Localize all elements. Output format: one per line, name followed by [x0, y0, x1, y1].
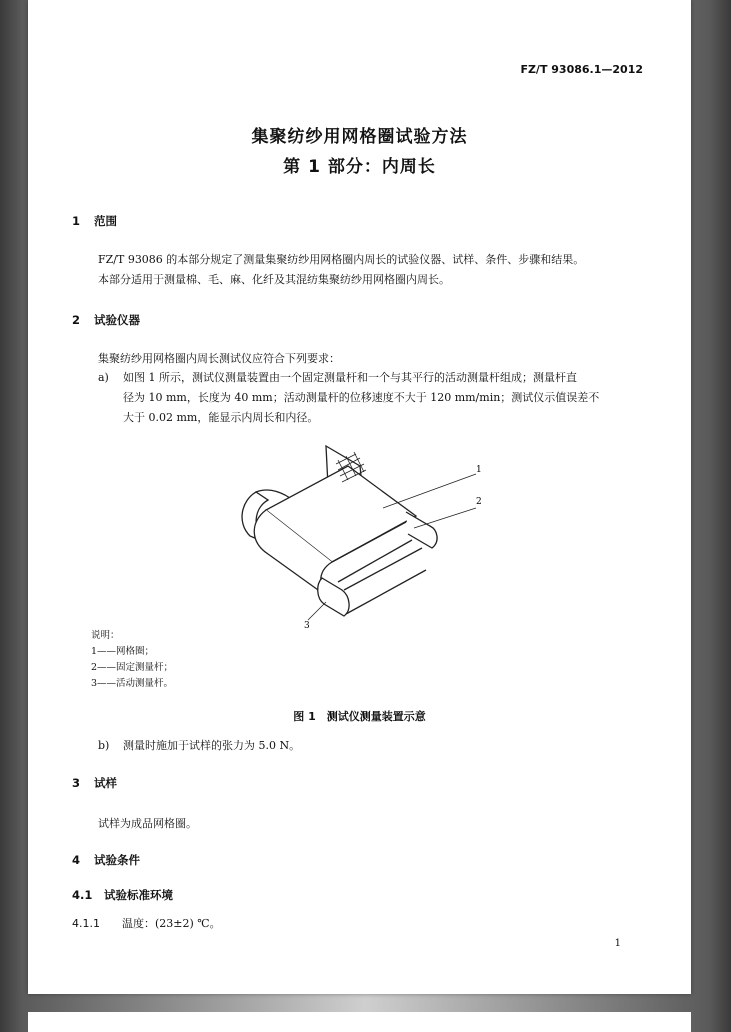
- figure-1-drawing: [28, 430, 691, 630]
- legend-item: 3——活动测量杆。: [91, 678, 174, 689]
- section-4-heading: [72, 852, 140, 868]
- item-a-line-1: 如图 1 所示，测试仪测量装置由一个固定测量杆和一个与其平行的活动测量杆组成；测量杆直: [123, 371, 577, 384]
- section-4-1-1: [72, 914, 221, 933]
- clause-number: 4.1.1: [72, 917, 100, 930]
- section-title: 范围: [94, 214, 117, 228]
- section-number: 1: [72, 214, 81, 228]
- clause-text: 温度：(23±2) ℃。: [122, 917, 221, 930]
- apparatus-sketch: [242, 446, 437, 616]
- figure-legend: [91, 628, 173, 692]
- item-a-label: a): [98, 371, 109, 384]
- section-3-heading: [72, 775, 117, 791]
- document-subtitle: 第 1 部分：内周长: [283, 157, 436, 177]
- section-number: 2: [72, 313, 81, 327]
- section-1-heading: [72, 213, 117, 229]
- section-title: 试验条件: [94, 853, 140, 867]
- section-3-paragraph: 试样为成品网格圈。: [98, 817, 197, 830]
- callout-3: 3: [304, 621, 310, 630]
- document-page: [28, 0, 691, 994]
- standard-number: FZ/T 93086.1—2012: [520, 63, 643, 76]
- section-number: 4: [72, 853, 81, 867]
- section-2-heading: [72, 312, 140, 328]
- document-title: 集聚纺纱用网格圈试验方法: [251, 127, 468, 147]
- section-title: 试验标准环境: [104, 888, 173, 902]
- legend-item: 2——固定测量杆；: [91, 662, 174, 673]
- legend-item: 1——网格圈；: [91, 646, 155, 657]
- item-a-line-2: 径为 10 mm，长度为 40 mm；活动测量杆的位移速度不大于 120 mm/min；测试仪示值误差不: [123, 391, 600, 404]
- item-b-label: b): [98, 739, 110, 752]
- next-page-edge: [28, 1012, 691, 1032]
- section-2-intro: 集聚纺纱用网格圈内周长测试仪应符合下列要求：: [98, 352, 340, 365]
- item-b-text: 测量时施加于试样的张力为 5.0 N。: [123, 739, 301, 752]
- section-4-1-heading: [72, 887, 173, 903]
- section-1-paragraph-2: 本部分适用于测量棉、毛、麻、化纤及其混纺集聚纺纱用网格圈内周长。: [98, 273, 450, 286]
- section-title: 试验仪器: [94, 313, 140, 327]
- figure-caption: 图 1 测试仪测量装置示意: [293, 710, 426, 723]
- page-number: 1: [614, 938, 621, 949]
- item-a-line-3: 大于 0.02 mm，能显示内周长和内径。: [123, 411, 319, 424]
- callout-1: 1: [476, 465, 482, 475]
- section-title: 试样: [94, 776, 117, 790]
- legend-title: 说明：: [91, 630, 120, 641]
- section-1-paragraph-1: FZ/T 93086 的本部分规定了测量集聚纺纱用网格圈内周长的试验仪器、试样、条件、步骤和结果。: [98, 253, 585, 266]
- callout-2: 2: [476, 497, 482, 507]
- section-number: 4.1: [72, 888, 93, 902]
- section-number: 3: [72, 776, 81, 790]
